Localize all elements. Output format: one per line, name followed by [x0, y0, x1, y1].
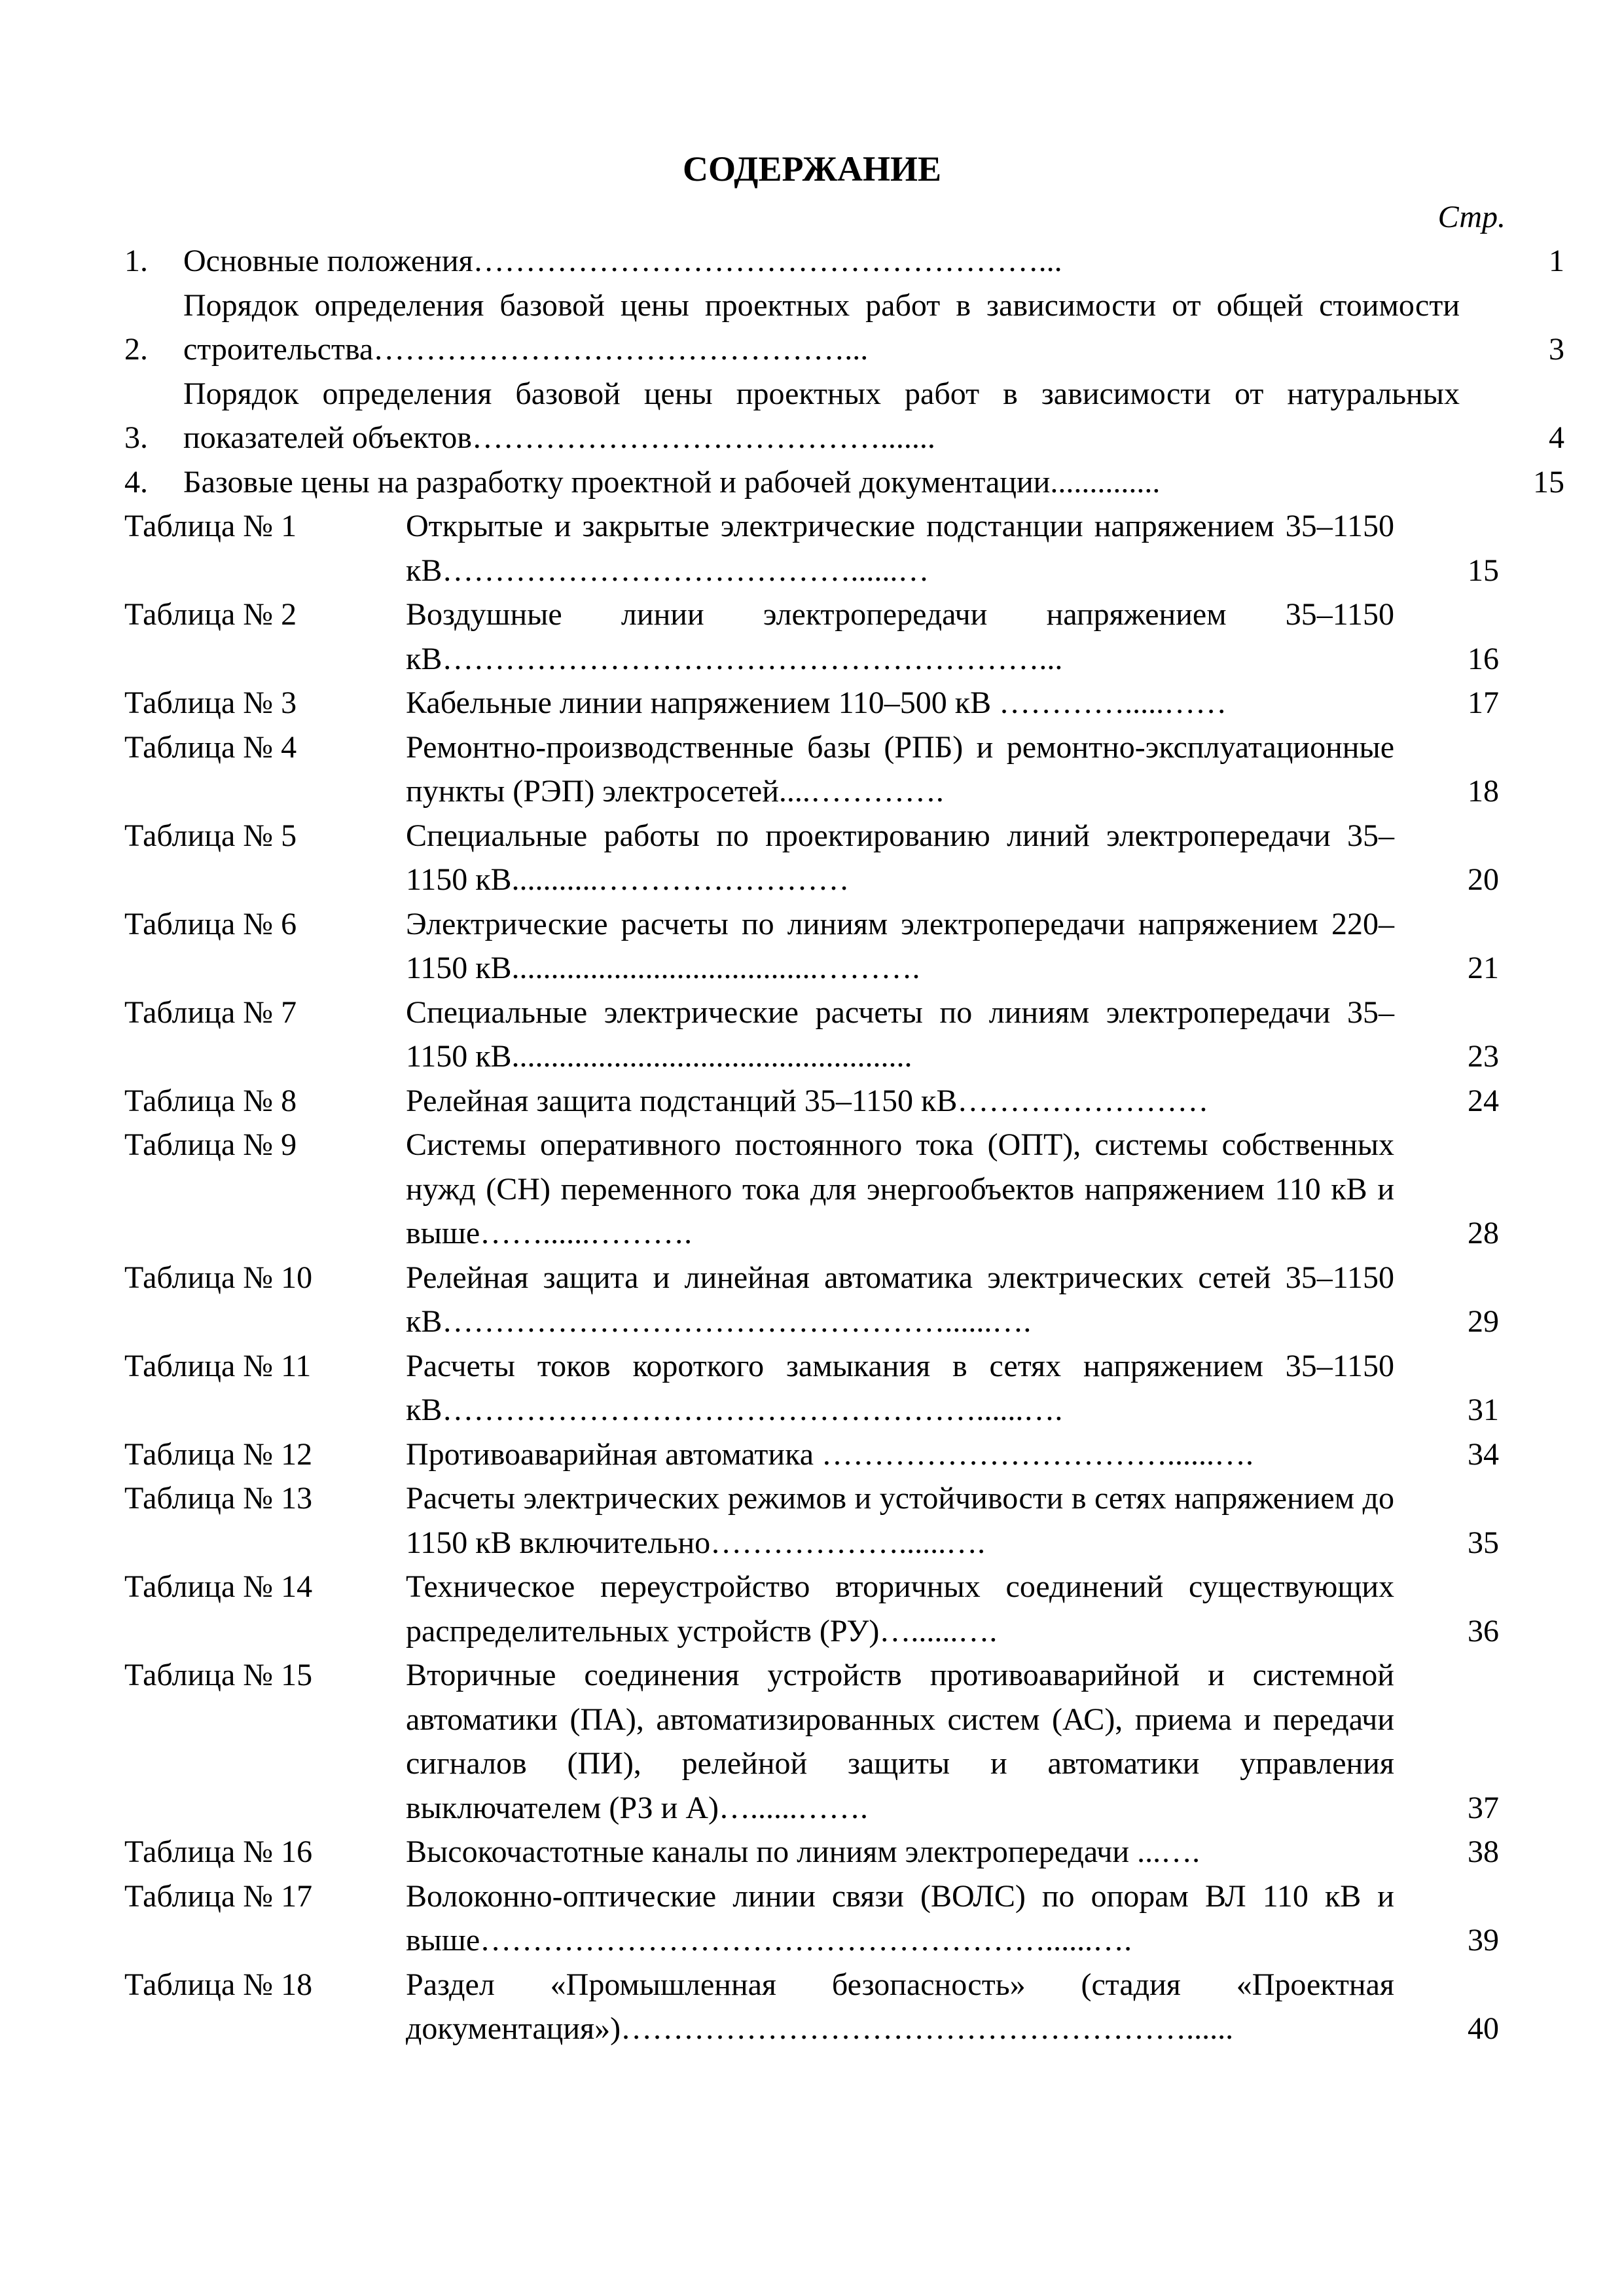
table-title: Открытые и закрытые электрические подстанции напряжением 35–1150 кВ…………………………………......… [406, 509, 1394, 588]
section-title: Порядок определения базовой цены проектных работ в зависимости от общей стоимости строительства………………………………………... [183, 287, 1460, 367]
table-label: Таблица № 5 [124, 818, 297, 853]
table-label: Таблица № 3 [124, 685, 297, 720]
toc-section-row [124, 372, 1564, 460]
table-title: Специальные электрические расчеты по линиям электропередачи 35–1150 кВ................................................... [406, 994, 1394, 1074]
page-number: 15 [1533, 464, 1564, 500]
page-number: 23 [1468, 1039, 1499, 1074]
table-title: Техническое переустройство вторичных соединений существующих распределительных устройств (РУ)…......…. [406, 1569, 1394, 1649]
table-title: Кабельные линии напряжением 110–500 кВ ………….....…… [406, 685, 1227, 720]
section-title: Базовые цены на разработку проектной и рабочей документации.............. [183, 464, 1161, 500]
table-label: Таблица № 15 [124, 1658, 313, 1692]
table-label: Таблица № 6 [124, 906, 297, 941]
page-number: 17 [1468, 685, 1499, 720]
table-title: Релейная защита подстанций 35–1150 кВ…………………… [406, 1083, 1209, 1118]
page-number: 18 [1468, 774, 1499, 809]
page-number: 21 [1468, 951, 1499, 985]
section-number: 2. [124, 332, 148, 367]
page-number: 31 [1468, 1393, 1499, 1427]
table-label: Таблица № 14 [124, 1569, 313, 1604]
table-title: Ремонтно-производственные базы (РПБ) и ремонтно-эксплуатационные пункты (РЭП) электросетей....…………. [406, 729, 1394, 809]
table-title: Расчеты электрических режимов и устойчивости в сетях напряжением до 1150 кВ включительно………………......…. [406, 1481, 1394, 1560]
toc-table-row [124, 902, 1506, 991]
toc-table-row [124, 1830, 1506, 1874]
table-label: Таблица № 10 [124, 1260, 313, 1295]
toc-table-row [124, 504, 1506, 592]
toc-section-row [124, 239, 1564, 283]
table-title: Воздушные линии электропередачи напряжением 35–1150 кВ…………………………………………………... [406, 597, 1394, 676]
page-number: 16 [1468, 641, 1499, 676]
toc-table-row [124, 1476, 1506, 1565]
table-label: Таблица № 2 [124, 597, 297, 632]
page-number: 36 [1468, 1613, 1499, 1649]
toc-table-row [124, 1079, 1506, 1123]
page-title: СОДЕРЖАНИЕ [683, 149, 941, 189]
section-number: 4. [124, 464, 148, 500]
table-title: Системы оперативного постоянного тока (ОПТ), системы собственных нужд (СН) переменного тока для энергообъектов напряжением 110 кВ и выше……......………. [406, 1127, 1394, 1250]
table-title: Противоаварийная автоматика ……………………………......…. [406, 1436, 1254, 1472]
table-title: Специальные работы по проектированию линий электропередачи 35–1150 кВ...........…………………… [406, 818, 1394, 897]
page-number: 39 [1468, 1923, 1499, 1958]
table-label: Таблица № 7 [124, 994, 297, 1030]
toc-table-row [124, 1874, 1506, 1963]
page-number: 28 [1468, 1216, 1499, 1250]
page-number: 38 [1468, 1834, 1499, 1869]
toc-table-row [124, 592, 1506, 681]
table-title: Раздел «Промышленная безопасность» (стадия «Проектная документация»)………………………………………………...... [406, 1967, 1394, 2046]
page-number: 29 [1468, 1304, 1499, 1339]
table-of-contents [124, 239, 1564, 2051]
section-number: 1. [124, 244, 148, 278]
page-number: 15 [1468, 553, 1499, 588]
toc-table-row [124, 1344, 1506, 1432]
page-number: 1 [1549, 244, 1564, 278]
table-label: Таблица № 17 [124, 1878, 313, 1914]
page-number: 35 [1468, 1525, 1499, 1560]
page-number: 37 [1468, 1790, 1499, 1825]
section-number: 3. [124, 420, 148, 455]
toc-table-row [124, 725, 1506, 814]
table-title: Высокочастотные каналы по линиям электропередачи ...…. [406, 1834, 1200, 1869]
page-number: 34 [1468, 1436, 1499, 1472]
toc-table-row [124, 1565, 1506, 1653]
section-title: Порядок определения базовой цены проектных работ в зависимости от натуральных показателей объектов…………………………………....... [183, 376, 1460, 455]
table-label: Таблица № 8 [124, 1083, 297, 1118]
toc-table-row [124, 814, 1506, 902]
toc-table-row [124, 1256, 1506, 1344]
toc-table-row [124, 1653, 1506, 1830]
toc-section-row [124, 283, 1564, 372]
page-number: 24 [1468, 1083, 1499, 1118]
table-title: Электрические расчеты по линиям электропередачи напряжением 220–1150 кВ.......................................………. [406, 906, 1394, 985]
table-label: Таблица № 18 [124, 1967, 313, 2002]
table-title: Вторичные соединения устройств противоаварийной и системной автоматики (ПА), автоматизированных систем (АС), приема и передачи сигналов (ПИ), релейной защиты и автоматики управления выключателем (РЗ и А)…......……. [406, 1658, 1394, 1825]
table-title: Волоконно-оптические линии связи (ВОЛС) по опорам ВЛ 110 кВ и выше………………………………………………......…. [406, 1878, 1394, 1958]
table-title: Релейная защита и линейная автоматика электрических сетей 35–1150 кВ…………………………………………......…. [406, 1260, 1394, 1339]
table-label: Таблица № 1 [124, 509, 297, 543]
table-label: Таблица № 4 [124, 729, 297, 765]
table-label: Таблица № 12 [124, 1436, 313, 1472]
page-number: 20 [1468, 862, 1499, 897]
table-label: Таблица № 11 [124, 1348, 312, 1383]
section-title: Основные положения………………………………………………... [183, 244, 1062, 278]
table-label: Таблица № 13 [124, 1481, 313, 1516]
toc-section-row [124, 460, 1564, 505]
toc-table-row [124, 1963, 1506, 2051]
table-label: Таблица № 9 [124, 1127, 297, 1162]
toc-table-row [124, 1432, 1506, 1477]
page-number: 4 [1549, 420, 1564, 455]
page-number: 40 [1468, 2011, 1499, 2046]
table-label: Таблица № 16 [124, 1834, 313, 1869]
toc-table-row [124, 991, 1506, 1079]
page-number: 3 [1549, 332, 1564, 367]
toc-table-row [124, 1123, 1506, 1256]
table-title: Расчеты токов короткого замыкания в сетях напряжением 35–1150 кВ……………………………………………......…. [406, 1348, 1394, 1427]
toc-table-row [124, 681, 1506, 725]
page-column-label: Стр. [1437, 200, 1506, 234]
